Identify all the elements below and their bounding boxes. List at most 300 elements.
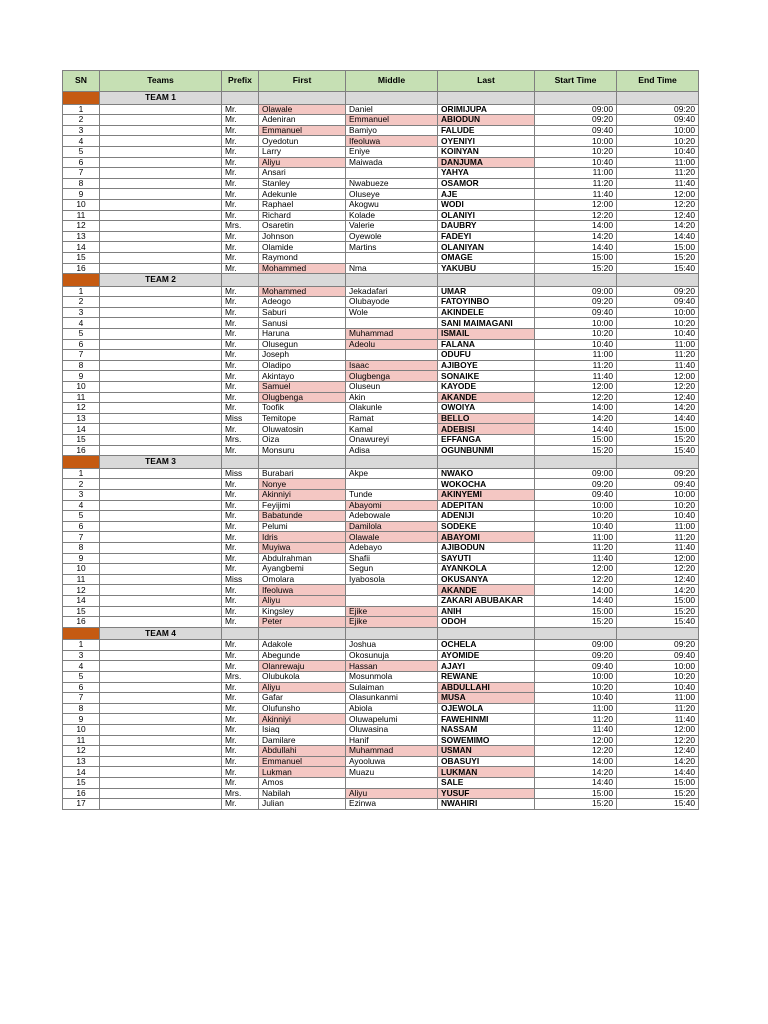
middle-name-cell: Segun [346,564,438,575]
table-row [63,767,699,778]
team-marker-cell [63,92,100,105]
first-name-cell: Samuel [259,382,346,393]
sn-cell: 15 [63,778,100,789]
end-time-cell: 10:00 [617,125,699,136]
last-name-cell: AYANKOLA [438,564,535,575]
middle-name-cell: Ifeoluwa [346,136,438,147]
middle-name-cell: Maiwada [346,157,438,168]
first-name-cell: Damilare [259,735,346,746]
middle-name-cell: Sulaiman [346,682,438,693]
teams-cell [100,595,222,606]
last-name-cell: FALANA [438,339,535,350]
last-name-cell: FATOYINBO [438,297,535,308]
start-time-cell: 09:20 [535,115,617,126]
teams-cell [100,157,222,168]
team-row-empty-cell [535,92,617,105]
first-name-cell: Aliyu [259,682,346,693]
teams-cell [100,725,222,736]
table-row [63,286,699,297]
start-time-cell: 12:00 [535,199,617,210]
sn-cell: 17 [63,799,100,810]
teams-cell [100,489,222,500]
end-time-cell: 15:00 [617,242,699,253]
team-row-empty-cell [346,274,438,287]
team-row-empty-cell [438,92,535,105]
sn-cell: 8 [63,178,100,189]
first-name-cell: Aliyu [259,595,346,606]
teams-cell [100,693,222,704]
start-time-cell: 14:40 [535,778,617,789]
middle-name-cell: Olasunkanmi [346,693,438,704]
table-row [63,136,699,147]
first-name-cell: Akinniyi [259,489,346,500]
table-row [63,297,699,308]
start-time-cell: 12:20 [535,392,617,403]
teams-cell [100,307,222,318]
last-name-cell: ABIODUN [438,115,535,126]
teams-cell [100,564,222,575]
start-time-cell: 10:00 [535,672,617,683]
team-row-empty-cell [438,274,535,287]
start-time-cell: 14:00 [535,585,617,596]
middle-name-cell: Aliyu [346,788,438,799]
end-time-cell: 12:40 [617,746,699,757]
teams-cell [100,778,222,789]
last-name-cell: OLANIYI [438,210,535,221]
last-name-cell: ADENIJI [438,511,535,522]
first-name-cell: Olugbenga [259,392,346,403]
table-row [63,542,699,553]
table-row [63,521,699,532]
teams-cell [100,189,222,200]
teams-cell [100,435,222,446]
table-row [63,532,699,543]
start-time-cell: 11:00 [535,168,617,179]
middle-name-cell [346,585,438,596]
middle-name-cell [346,350,438,361]
teams-cell [100,735,222,746]
table-row [63,146,699,157]
middle-name-cell: Okosunuja [346,650,438,661]
prefix-cell: Mr. [222,767,259,778]
end-time-cell: 14:20 [617,585,699,596]
end-time-cell: 10:00 [617,661,699,672]
prefix-cell: Mr. [222,136,259,147]
last-name-cell: ISMAIL [438,329,535,340]
last-name-cell: AYOMIDE [438,650,535,661]
middle-name-cell [346,318,438,329]
table-row [63,242,699,253]
middle-name-cell: Joshua [346,640,438,651]
table-row [63,371,699,382]
sn-cell: 10 [63,725,100,736]
header-middle: Middle [346,71,438,92]
middle-name-cell: Valerie [346,221,438,232]
teams-cell [100,703,222,714]
end-time-cell: 15:40 [617,445,699,456]
table-row [63,339,699,350]
end-time-cell: 11:20 [617,703,699,714]
teams-cell [100,318,222,329]
teams-cell [100,168,222,179]
schedule-body [63,92,699,810]
table-row [63,221,699,232]
middle-name-cell: Oluwapelumi [346,714,438,725]
middle-name-cell [346,479,438,490]
first-name-cell: Omolara [259,574,346,585]
header-start-time: Start Time [535,71,617,92]
prefix-cell: Mr. [222,511,259,522]
middle-name-cell: Ejike [346,617,438,628]
start-time-cell: 15:00 [535,435,617,446]
last-name-cell: ADEBISI [438,424,535,435]
prefix-cell: Mr. [222,640,259,651]
first-name-cell: Akintayo [259,371,346,382]
end-time-cell: 10:20 [617,500,699,511]
table-row [63,714,699,725]
sn-cell: 2 [63,479,100,490]
middle-name-cell: Ezinwa [346,799,438,810]
end-time-cell: 15:40 [617,263,699,274]
start-time-cell: 09:20 [535,297,617,308]
start-time-cell: 11:40 [535,189,617,200]
start-time-cell: 10:00 [535,500,617,511]
last-name-cell: SONAIKE [438,371,535,382]
team-header-row [63,92,699,105]
end-time-cell: 11:40 [617,360,699,371]
start-time-cell: 10:20 [535,329,617,340]
first-name-cell: Babatunde [259,511,346,522]
last-name-cell: YUSUF [438,788,535,799]
middle-name-cell: Onawureyi [346,435,438,446]
sn-cell: 7 [63,693,100,704]
middle-name-cell: Eniye [346,146,438,157]
first-name-cell: Olufunsho [259,703,346,714]
sn-cell: 5 [63,146,100,157]
sn-cell: 9 [63,189,100,200]
end-time-cell: 12:00 [617,725,699,736]
end-time-cell: 11:20 [617,168,699,179]
prefix-cell: Mr. [222,125,259,136]
end-time-cell: 12:40 [617,210,699,221]
middle-name-cell: Muhammad [346,329,438,340]
teams-cell [100,199,222,210]
first-name-cell: Raymond [259,252,346,263]
middle-name-cell: Kolade [346,210,438,221]
first-name-cell: Richard [259,210,346,221]
sn-cell: 2 [63,297,100,308]
end-time-cell: 09:20 [617,104,699,115]
first-name-cell: Akinniyi [259,714,346,725]
first-name-cell: Olamide [259,242,346,253]
middle-name-cell: Adebayo [346,542,438,553]
start-time-cell: 09:40 [535,661,617,672]
end-time-cell: 10:00 [617,489,699,500]
first-name-cell: Ifeoluwa [259,585,346,596]
last-name-cell: EFFANGA [438,435,535,446]
sn-cell: 4 [63,136,100,147]
start-time-cell: 11:20 [535,178,617,189]
teams-cell [100,115,222,126]
team-row-empty-cell [346,92,438,105]
sn-cell: 8 [63,703,100,714]
start-time-cell: 15:20 [535,263,617,274]
prefix-cell: Mr. [222,799,259,810]
table-row [63,125,699,136]
first-name-cell: Mohammed [259,286,346,297]
last-name-cell: WOKOCHA [438,479,535,490]
first-name-cell: Temitope [259,413,346,424]
end-time-cell: 09:20 [617,468,699,479]
first-name-cell: Adeogo [259,297,346,308]
team-row-empty-cell [222,456,259,469]
middle-name-cell: Nwabueze [346,178,438,189]
sn-cell: 6 [63,339,100,350]
table-row [63,168,699,179]
prefix-cell: Mr. [222,360,259,371]
teams-cell [100,392,222,403]
team-row-empty-cell [259,627,346,640]
start-time-cell: 14:40 [535,595,617,606]
middle-name-cell: Akpe [346,468,438,479]
table-row [63,424,699,435]
end-time-cell: 12:40 [617,574,699,585]
last-name-cell: OYENIYI [438,136,535,147]
end-time-cell: 09:40 [617,297,699,308]
prefix-cell: Mr. [222,500,259,511]
start-time-cell: 09:40 [535,307,617,318]
table-row [63,189,699,200]
start-time-cell: 10:40 [535,339,617,350]
middle-name-cell: Adebowale [346,511,438,522]
start-time-cell: 10:00 [535,318,617,329]
middle-name-cell: Adisa [346,445,438,456]
first-name-cell: Idris [259,532,346,543]
first-name-cell: Muyiwa [259,542,346,553]
sn-cell: 16 [63,788,100,799]
prefix-cell: Mr. [222,532,259,543]
table-row [63,307,699,318]
end-time-cell: 10:20 [617,672,699,683]
start-time-cell: 11:40 [535,371,617,382]
last-name-cell: ODUFU [438,350,535,361]
start-time-cell: 11:40 [535,725,617,736]
first-name-cell: Haruna [259,329,346,340]
first-name-cell: Mohammed [259,263,346,274]
prefix-cell: Mr. [222,553,259,564]
header-row [63,71,699,92]
last-name-cell: OLANIYAN [438,242,535,253]
start-time-cell: 09:20 [535,479,617,490]
first-name-cell: Pelumi [259,521,346,532]
table-row [63,693,699,704]
first-name-cell: Isiaq [259,725,346,736]
start-time-cell: 12:00 [535,735,617,746]
first-name-cell: Johnson [259,231,346,242]
end-time-cell: 15:00 [617,424,699,435]
team-marker-cell [63,627,100,640]
first-name-cell: Lukman [259,767,346,778]
start-time-cell: 11:20 [535,542,617,553]
end-time-cell: 10:00 [617,307,699,318]
team-row-empty-cell [438,456,535,469]
first-name-cell: Adakole [259,640,346,651]
table-row [63,500,699,511]
prefix-cell: Mr. [222,146,259,157]
start-time-cell: 14:00 [535,756,617,767]
middle-name-cell: Muazu [346,767,438,778]
team-row-empty-cell [259,456,346,469]
last-name-cell: AKANDE [438,392,535,403]
sn-cell: 3 [63,307,100,318]
table-row [63,553,699,564]
first-name-cell: Julian [259,799,346,810]
teams-cell [100,329,222,340]
last-name-cell: KOINYAN [438,146,535,157]
prefix-cell: Mr. [222,564,259,575]
table-row [63,788,699,799]
table-row [63,564,699,575]
end-time-cell: 11:00 [617,693,699,704]
prefix-cell: Mr. [222,725,259,736]
last-name-cell: ANIH [438,606,535,617]
first-name-cell: Adeniran [259,115,346,126]
start-time-cell: 09:00 [535,104,617,115]
end-time-cell: 11:00 [617,521,699,532]
teams-cell [100,756,222,767]
prefix-cell: Mr. [222,231,259,242]
sn-cell: 12 [63,403,100,414]
prefix-cell: Mr. [222,189,259,200]
last-name-cell: ADEPITAN [438,500,535,511]
prefix-cell: Mr. [222,318,259,329]
last-name-cell: AKINYEMI [438,489,535,500]
prefix-cell: Mr. [222,157,259,168]
sn-cell: 5 [63,329,100,340]
first-name-cell: Olawale [259,104,346,115]
first-name-cell: Monsuru [259,445,346,456]
first-name-cell: Oyedotun [259,136,346,147]
last-name-cell: OBASUYI [438,756,535,767]
start-time-cell: 10:40 [535,693,617,704]
middle-name-cell [346,252,438,263]
first-name-cell: Oluwatosin [259,424,346,435]
last-name-cell: USMAN [438,746,535,757]
start-time-cell: 14:20 [535,767,617,778]
start-time-cell: 09:00 [535,468,617,479]
end-time-cell: 15:00 [617,778,699,789]
teams-cell [100,500,222,511]
sn-cell: 15 [63,252,100,263]
first-name-cell: Peter [259,617,346,628]
table-row [63,725,699,736]
end-time-cell: 10:20 [617,136,699,147]
teams-cell [100,178,222,189]
prefix-cell: Mr. [222,489,259,500]
end-time-cell: 09:20 [617,640,699,651]
first-name-cell: Olusegun [259,339,346,350]
end-time-cell: 15:20 [617,252,699,263]
teams-cell [100,104,222,115]
sn-cell: 1 [63,468,100,479]
table-row [63,735,699,746]
prefix-cell: Mr. [222,735,259,746]
teams-cell [100,371,222,382]
last-name-cell: OSAMOR [438,178,535,189]
teams-cell [100,413,222,424]
first-name-cell: Toofik [259,403,346,414]
prefix-cell: Mr. [222,403,259,414]
prefix-cell: Mr. [222,178,259,189]
prefix-cell: Mr. [222,104,259,115]
middle-name-cell: Kamal [346,424,438,435]
last-name-cell: ODOH [438,617,535,628]
start-time-cell: 10:20 [535,146,617,157]
team-row-empty-cell [346,627,438,640]
first-name-cell: Nonye [259,479,346,490]
teams-cell [100,640,222,651]
middle-name-cell: Hanif [346,735,438,746]
first-name-cell: Larry [259,146,346,157]
end-time-cell: 15:20 [617,435,699,446]
middle-name-cell: Tunde [346,489,438,500]
middle-name-cell: Wole [346,307,438,318]
start-time-cell: 15:00 [535,606,617,617]
first-name-cell: Emmanuel [259,125,346,136]
team-row-empty-cell [617,627,699,640]
table-row [63,650,699,661]
table-row [63,157,699,168]
end-time-cell: 09:40 [617,115,699,126]
end-time-cell: 15:00 [617,595,699,606]
last-name-cell: ABDULLAHI [438,682,535,693]
middle-name-cell: Olakunle [346,403,438,414]
sn-cell: 14 [63,242,100,253]
middle-name-cell: Oluseun [346,382,438,393]
start-time-cell: 11:40 [535,553,617,564]
middle-name-cell: Adeolu [346,339,438,350]
table-row [63,360,699,371]
teams-cell [100,252,222,263]
sn-cell: 11 [63,210,100,221]
sn-cell: 6 [63,521,100,532]
teams-cell [100,479,222,490]
end-time-cell: 09:20 [617,286,699,297]
last-name-cell: MUSA [438,693,535,704]
last-name-cell: SAYUTI [438,553,535,564]
first-name-cell: Burabari [259,468,346,479]
end-time-cell: 11:40 [617,178,699,189]
table-row [63,574,699,585]
prefix-cell: Mr. [222,585,259,596]
teams-cell [100,350,222,361]
middle-name-cell: Olugbenga [346,371,438,382]
middle-name-cell: Martins [346,242,438,253]
teams-cell [100,542,222,553]
prefix-cell: Mr. [222,210,259,221]
table-row [63,606,699,617]
end-time-cell: 10:40 [617,329,699,340]
sn-cell: 3 [63,489,100,500]
prefix-cell: Mr. [222,371,259,382]
start-time-cell: 15:00 [535,252,617,263]
end-time-cell: 14:20 [617,756,699,767]
teams-cell [100,136,222,147]
start-time-cell: 15:20 [535,445,617,456]
teams-cell [100,210,222,221]
start-time-cell: 10:00 [535,136,617,147]
last-name-cell: OMAGE [438,252,535,263]
